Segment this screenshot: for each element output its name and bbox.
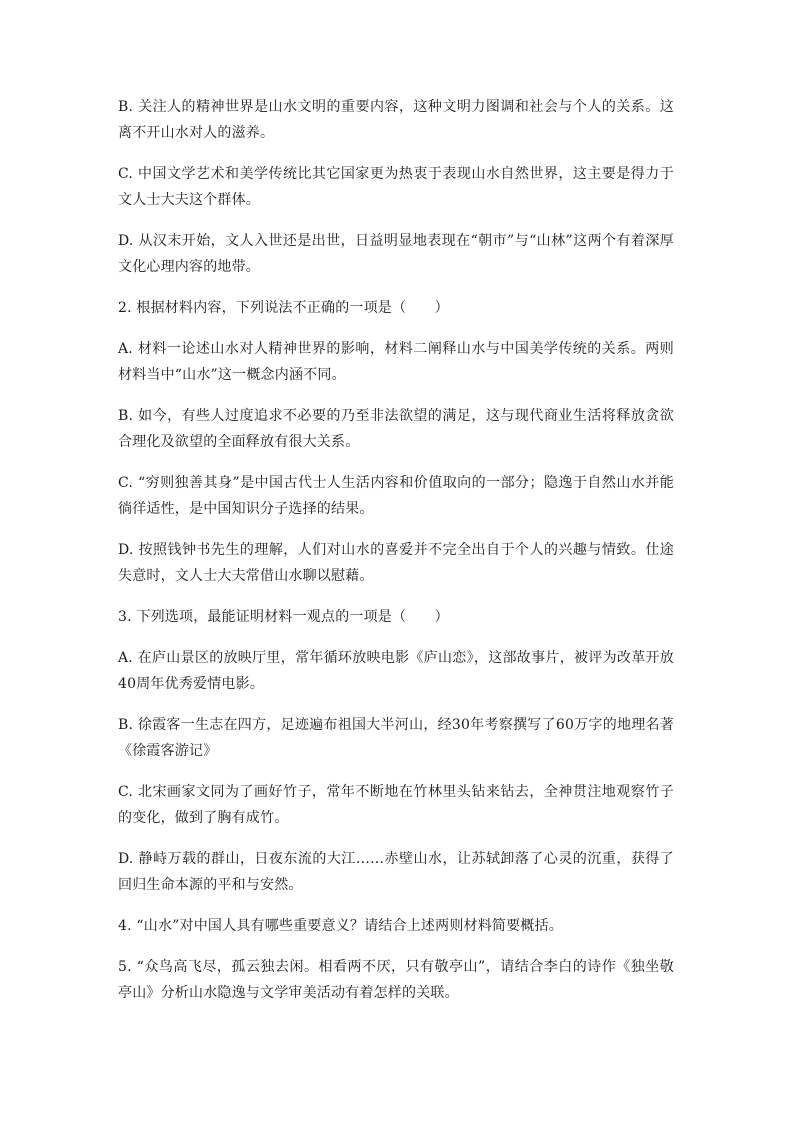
option-b-q1: B. 关注人的精神世界是山水文明的重要内容，这种文明力图调和社会与个人的关系。这离不开山水对人的滋养。	[118, 99, 674, 141]
question-5: 5. “众鸟高飞尽，孤云独去闲。相看两不厌，只有敬亭山”，请结合李白的诗作《独坐敬亭山》分析山水隐逸与文学审美活动有着怎样的关联。	[118, 959, 674, 1001]
option-c-q3: C. 北宋画家文同为了画好竹子，常年不断地在竹林里头钻来钻去，全神贯注地观察竹子的变化，做到了胸有成竹。	[118, 784, 674, 826]
option-d-q3: D. 静峙万载的群山，日夜东流的大江……赤壁山水，让苏轼卸落了心灵的沉重，获得了回归生命本源的平和与安然。	[118, 851, 674, 893]
question-4: 4. “山水”对中国人具有哪些重要意义？请结合上述两则材料简要概括。	[118, 918, 563, 934]
document-page	[118, 94, 674, 1021]
option-b-q3: B. 徐霞客一生志在四方，足迹遍布祖国大半河山，经30年考察撰写了60万字的地理名著《徐霞客游记》	[118, 717, 674, 759]
option-d-q1: D. 从汉末开始，文人入世还是出世，日益明显地表现在“朝市”与“山林”这两个有着深厚文化心理内容的地带。	[118, 233, 674, 275]
question-3: 3. 下列选项，最能证明材料一观点的一项是（ ）	[118, 609, 449, 625]
question-2: 2. 根据材料内容，下列说法不正确的一项是（ ）	[118, 300, 449, 316]
option-a-q2: A. 材料一论述山水对人精神世界的影响，材料二阐释山水与中国美学传统的关系。两则材料当中“山水”这一概念内涵不同。	[118, 341, 674, 383]
option-d-q2: D. 按照钱钟书先生的理解，人们对山水的喜爱并不完全出自于个人的兴趣与情致。仕途失意时，文人士大夫常借山水聊以慰藉。	[118, 542, 674, 584]
option-a-q3: A. 在庐山景区的放映厅里，常年循环放映电影《庐山恋》，这部故事片，被评为改革开放40周年优秀爱情电影。	[118, 650, 674, 692]
option-c-q2: C. “穷则独善其身”是中国古代士人生活内容和价值取向的一部分；隐逸于自然山水并能徜徉适性，是中国知识分子选择的结果。	[118, 475, 674, 517]
option-b-q2: B. 如今，有些人过度追求不必要的乃至非法欲望的满足，这与现代商业生活将释放贪欲合理化及欲望的全面释放有很大关系。	[118, 408, 674, 450]
option-c-q1: C. 中国文学艺术和美学传统比其它国家更为热衷于表现山水自然世界，这主要是得力于文人士大夫这个群体。	[118, 166, 674, 208]
